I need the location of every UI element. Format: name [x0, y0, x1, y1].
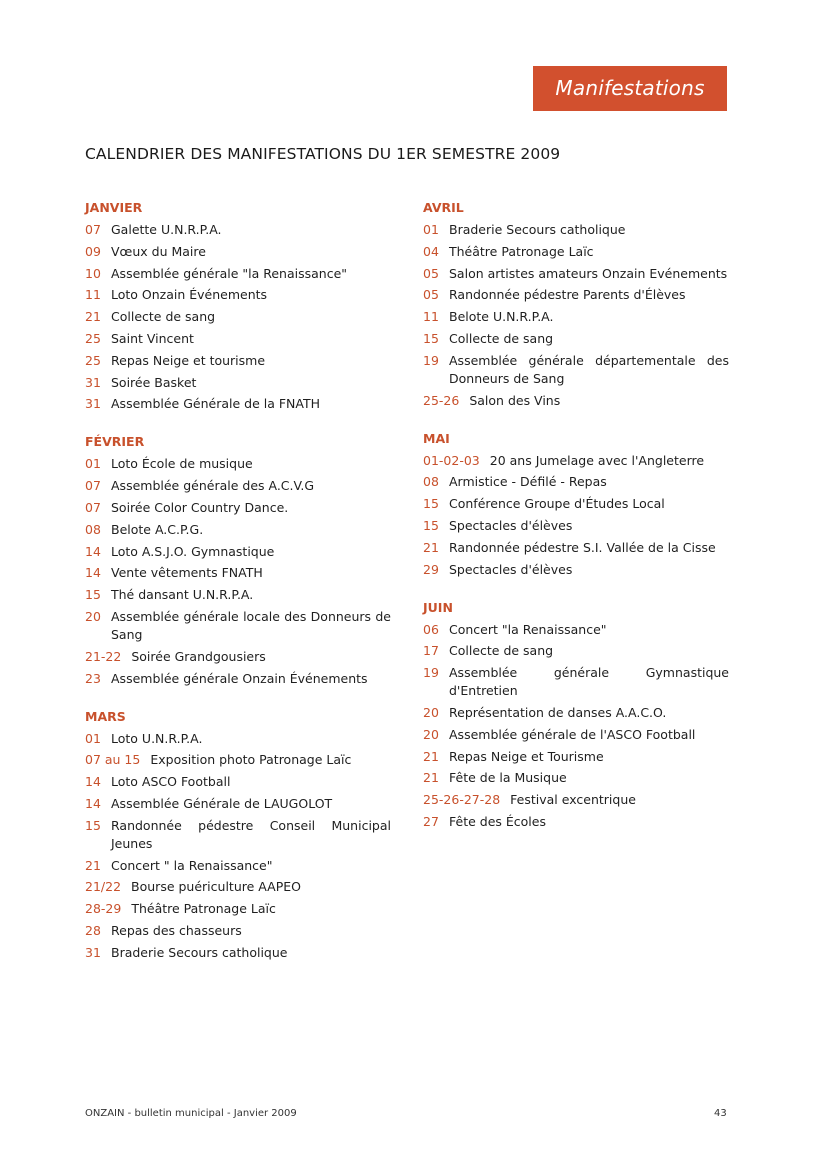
event-date: 20	[423, 726, 439, 742]
event-date: 15	[423, 496, 439, 512]
event-date: 21	[85, 857, 101, 873]
event-date: 07	[85, 478, 101, 494]
event-name: Conférence Groupe d'Études Local	[449, 496, 665, 512]
event-date: 21	[423, 770, 439, 786]
event-name: Soirée Basket	[111, 374, 197, 390]
event-date: 10	[85, 265, 101, 281]
event-entry	[423, 243, 729, 261]
calendar-column-right	[423, 199, 729, 851]
month-heading: JUIN	[423, 599, 453, 615]
event-entry	[85, 751, 391, 769]
event-entry	[423, 726, 729, 744]
event-name: Collecte de sang	[449, 643, 554, 659]
event-date: 15	[423, 517, 439, 533]
month-heading: MAI	[423, 430, 450, 446]
event-name: Collecte de sang	[449, 330, 554, 346]
footer-publication: ONZAIN - bulletin municipal - Janvier 2009	[85, 1108, 297, 1119]
event-name: Assemblée générale de l'ASCO Football	[449, 726, 696, 742]
event-name: Saint Vincent	[111, 330, 194, 346]
event-date: 28	[85, 922, 101, 938]
event-name: Soirée Grandgousiers	[131, 648, 266, 664]
event-name: Repas des chasseurs	[111, 922, 242, 938]
event-date: 21-22	[85, 648, 122, 664]
event-entry	[85, 521, 391, 539]
event-date: 23	[85, 670, 101, 686]
event-name: Concert "la Renaissance"	[449, 621, 607, 637]
event-name: Concert " la Renaissance"	[111, 857, 273, 873]
event-name: Repas Neige et Tourisme	[449, 748, 604, 764]
event-date: 15	[423, 330, 439, 346]
event-date: 04	[423, 243, 439, 259]
event-date: 07	[85, 222, 101, 237]
event-name: Assemblée générale locale des Donneurs de Sang	[111, 608, 391, 642]
event-date: 27	[423, 813, 439, 829]
event-date: 15	[85, 587, 101, 603]
event-entry	[85, 586, 391, 604]
event-date: 07 au 15	[85, 752, 141, 768]
event-entry	[85, 374, 391, 392]
event-entry	[85, 308, 391, 326]
event-name: Randonnée pédestre Parents d'Élèves	[449, 287, 686, 303]
event-date: 25	[85, 330, 101, 346]
event-date: 14	[85, 543, 101, 559]
event-entry	[85, 395, 391, 413]
event-date: 14	[85, 795, 101, 811]
month-section	[423, 430, 729, 579]
event-name: Loto École de musique	[111, 456, 253, 472]
event-name: Loto U.N.R.P.A.	[111, 730, 203, 746]
event-entry	[85, 670, 391, 688]
event-date: 11	[423, 309, 439, 325]
event-entry	[423, 352, 729, 388]
event-date: 25-26-27-28	[423, 792, 501, 808]
event-name: Braderie Secours catholique	[111, 944, 288, 960]
event-name: Assemblée générale "la Renaissance"	[111, 265, 348, 281]
event-date: 25	[85, 352, 101, 368]
event-date: 15	[85, 817, 101, 833]
event-name: Braderie Secours catholique	[449, 222, 626, 237]
event-name: Loto ASCO Football	[111, 774, 231, 790]
event-date: 05	[423, 287, 439, 303]
event-date: 31	[85, 944, 101, 960]
event-name: Bourse puériculture AAPEO	[131, 879, 301, 895]
event-name: Assemblée générale départementale des Donneurs de Sang	[449, 352, 729, 386]
event-date: 21	[423, 748, 439, 764]
event-entry	[423, 221, 729, 239]
event-name: Salon artistes amateurs Onzain Evénements	[449, 265, 728, 281]
event-entry	[85, 795, 391, 813]
event-entry	[423, 473, 729, 491]
event-entry	[85, 221, 391, 239]
event-name: Loto A.S.J.O. Gymnastique	[111, 543, 275, 559]
event-entry	[85, 608, 391, 644]
event-date: 21/22	[85, 879, 122, 895]
event-name: Assemblée générale Onzain Événements	[111, 670, 368, 686]
event-date: 14	[85, 774, 101, 790]
event-date: 29	[423, 561, 439, 577]
event-name: Vente vêtements FNATH	[111, 565, 263, 581]
event-date: 01-02-03	[423, 452, 480, 468]
event-name: Thé dansant U.N.R.P.A.	[111, 587, 254, 603]
event-entry	[423, 664, 729, 700]
event-entry	[85, 265, 391, 283]
event-entry	[85, 499, 391, 517]
event-date: 08	[423, 474, 439, 490]
event-date: 11	[85, 287, 101, 303]
event-entry	[423, 621, 729, 639]
event-date: 20	[85, 608, 101, 624]
event-name: Assemblée Générale de la FNATH	[111, 396, 320, 412]
event-name: Théâtre Patronage Laïc	[449, 243, 594, 259]
event-name: Exposition photo Patronage Laïc	[150, 752, 352, 768]
event-name: Salon des Vins	[469, 392, 561, 408]
event-entry	[423, 517, 729, 535]
event-name: Fête de la Musique	[449, 770, 567, 786]
event-name: Théâtre Patronage Laïc	[131, 901, 276, 917]
month-section	[85, 708, 391, 962]
event-date: 19	[423, 665, 439, 681]
month-section	[85, 433, 391, 687]
month-section	[423, 199, 729, 410]
event-entry	[85, 243, 391, 261]
event-entry	[85, 944, 391, 962]
event-entry	[423, 704, 729, 722]
event-name: Armistice - Défilé - Repas	[449, 474, 607, 490]
event-name: Assemblée Générale de LAUGOLOT	[111, 795, 333, 811]
event-name: Belote A.C.P.G.	[111, 521, 204, 537]
month-heading: MARS	[85, 708, 126, 724]
event-entry	[85, 878, 391, 896]
event-name: Spectacles d'élèves	[449, 517, 573, 533]
event-date: 19	[423, 352, 439, 368]
event-entry	[423, 813, 729, 831]
event-date: 17	[423, 643, 439, 659]
event-date: 09	[85, 243, 101, 259]
event-entry	[85, 900, 391, 918]
event-entry	[85, 817, 391, 853]
event-date: 20	[423, 704, 439, 720]
event-name: Fête des Écoles	[449, 813, 546, 829]
event-entry	[423, 539, 729, 557]
event-name: Soirée Color Country Dance.	[111, 499, 289, 515]
event-date: 08	[85, 521, 101, 537]
event-entry	[85, 730, 391, 748]
event-entry	[85, 286, 391, 304]
section-banner: Manifestations	[533, 66, 727, 111]
event-name: 20 ans Jumelage avec l'Angleterre	[489, 452, 705, 468]
event-entry	[85, 352, 391, 370]
event-entry	[85, 922, 391, 940]
footer-page-number: 43	[714, 1108, 727, 1119]
event-date: 07	[85, 499, 101, 515]
event-date: 05	[423, 265, 439, 281]
event-entry	[423, 769, 729, 787]
event-entry	[423, 791, 729, 809]
event-name: Belote U.N.R.P.A.	[449, 309, 554, 325]
event-entry	[85, 773, 391, 791]
event-entry	[85, 564, 391, 582]
event-entry	[423, 452, 729, 470]
event-name: Vœux du Maire	[111, 243, 206, 259]
event-entry	[85, 857, 391, 875]
event-entry	[423, 330, 729, 348]
event-name: Spectacles d'élèves	[449, 561, 573, 577]
event-date: 31	[85, 396, 101, 412]
event-entry	[423, 561, 729, 579]
event-date: 01	[423, 222, 439, 237]
event-name: Randonnée pédestre Conseil Municipal Jeunes	[111, 817, 391, 851]
event-entry	[423, 748, 729, 766]
event-entry	[85, 455, 391, 473]
month-section	[423, 599, 729, 831]
month-heading: FÉVRIER	[85, 434, 145, 450]
event-name: Assemblée générale Gymnastique d'Entretien	[449, 665, 729, 699]
month-section	[85, 199, 391, 413]
event-date: 28-29	[85, 901, 122, 917]
event-date: 06	[423, 621, 439, 637]
event-name: Représentation de danses A.A.C.O.	[449, 704, 667, 720]
event-name: Randonnée pédestre S.I. Vallée de la Cisse	[449, 539, 716, 555]
event-date: 01	[85, 456, 101, 472]
event-name: Festival excentrique	[510, 792, 636, 808]
event-name: Repas Neige et tourisme	[111, 352, 266, 368]
page-title: CALENDRIER DES MANIFESTATIONS DU 1ER SEMESTRE 2009	[85, 145, 561, 163]
event-entry	[423, 392, 729, 410]
event-name: Loto Onzain Événements	[111, 287, 268, 303]
event-date: 31	[85, 374, 101, 390]
event-name: Galette U.N.R.P.A.	[111, 222, 222, 237]
event-entry	[423, 265, 729, 283]
event-date: 25-26	[423, 392, 460, 408]
event-entry	[423, 286, 729, 304]
event-entry	[85, 648, 391, 666]
event-entry	[85, 477, 391, 495]
calendar-column-left	[85, 199, 391, 982]
event-date: 21	[85, 309, 101, 325]
event-date: 21	[423, 539, 439, 555]
event-date: 01	[85, 730, 101, 746]
event-entry	[423, 495, 729, 513]
event-name: Collecte de sang	[111, 309, 216, 325]
month-heading: JANVIER	[85, 200, 143, 215]
event-entry	[85, 543, 391, 561]
event-entry	[85, 330, 391, 348]
month-heading: AVRIL	[423, 200, 464, 215]
event-entry	[423, 642, 729, 660]
event-name: Assemblée générale des A.C.V.G	[111, 478, 315, 494]
event-date: 14	[85, 565, 101, 581]
event-entry	[423, 308, 729, 326]
